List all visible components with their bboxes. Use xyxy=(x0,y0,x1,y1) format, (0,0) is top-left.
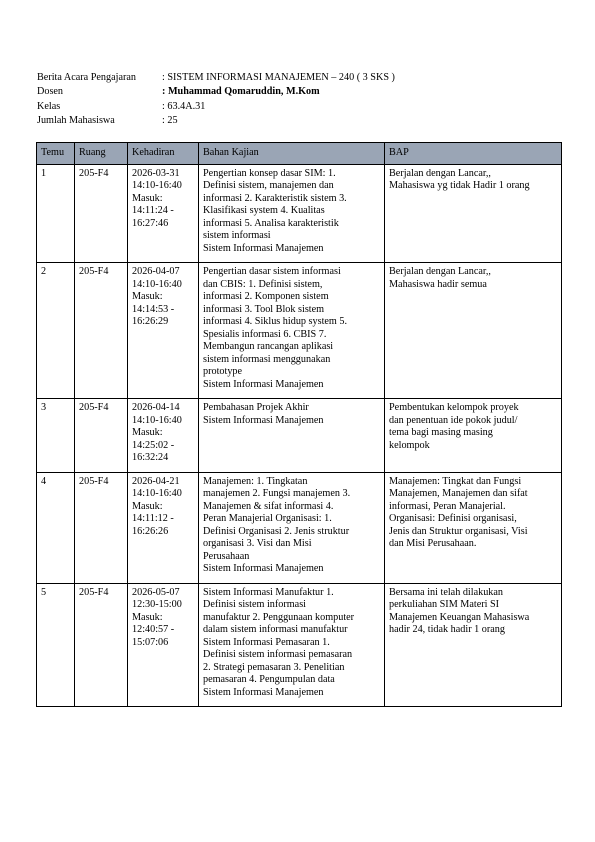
temu-cell: 5 xyxy=(37,583,75,707)
bahan-kajian-cell-line: Spesialis informasi 6. CBIS 7. xyxy=(203,328,327,340)
table-row xyxy=(37,399,562,473)
temu-cell: 3 xyxy=(37,399,75,473)
document-header xyxy=(37,71,395,129)
bap-cell-line: Organisasi: Definisi organisasi, xyxy=(389,513,517,524)
kehadiran-cell-line: 14:10-16:40 xyxy=(132,488,182,499)
bap-cell xyxy=(385,164,562,263)
bahan-kajian-cell-line: pemasaran 4. Pengumpulan data xyxy=(203,674,335,685)
bap-cell-line: Berjalan dengan Lancar,, xyxy=(389,167,491,179)
table-row xyxy=(37,164,562,263)
bahan-kajian-cell-line: Definisi sistem, manajemen dan xyxy=(203,180,334,191)
kehadiran-cell xyxy=(128,583,199,707)
kehadiran-cell-line: 14:10-16:40 xyxy=(132,414,182,426)
bahan-kajian-cell-line: Sistem Informasi Manajemen xyxy=(203,378,324,390)
students-label: Jumlah Mahasiswa xyxy=(37,115,115,127)
kehadiran-cell xyxy=(128,399,199,473)
column-header-temu: Temu xyxy=(37,143,75,165)
kehadiran-cell-line: Masuk: xyxy=(132,427,163,438)
bahan-kajian-cell-line: dalam sistem informasi manufaktur xyxy=(203,624,348,635)
bahan-kajian-cell-line: Sistem Informasi Manajemen xyxy=(203,563,324,574)
bap-cell-line: Bersama ini telah dilakukan xyxy=(389,586,504,598)
temu-cell: 4 xyxy=(37,472,75,583)
table-header-row xyxy=(37,143,562,165)
class-label: Kelas xyxy=(37,100,61,112)
bahan-kajian-cell-line: Manajemen: 1. Tingkatan xyxy=(203,475,308,487)
ruang-cell: 205-F4 xyxy=(75,164,128,263)
bahan-kajian-cell-line: Pembahasan Projek Akhir xyxy=(203,402,309,413)
bahan-kajian-cell-line: organisasi 3. Visi dan Misi xyxy=(203,538,312,549)
bahan-kajian-cell xyxy=(199,583,385,707)
kehadiran-cell-line: 14:10-16:40 xyxy=(132,278,182,290)
bap-cell-line: dan Misi Perusahaan. xyxy=(389,538,477,549)
temu-cell: 2 xyxy=(37,263,75,399)
kehadiran-cell-line: 2026-04-21 xyxy=(132,475,180,487)
kehadiran-cell-line: 16:26:29 xyxy=(132,316,169,327)
bahan-kajian-cell-line: Sistem Informasi Pemasaran 1. xyxy=(203,636,330,648)
ruang-cell: 205-F4 xyxy=(75,472,128,583)
bap-cell xyxy=(385,399,562,473)
column-header-ruang: Ruang xyxy=(75,143,128,165)
kehadiran-cell-line: 14:14:53 - xyxy=(132,303,175,315)
class-value: : 63.4A.31 xyxy=(162,100,206,112)
bap-cell xyxy=(385,583,562,707)
bahan-kajian-cell-line: manufaktur 2. Penggunaan komputer xyxy=(203,611,355,623)
kehadiran-cell-line: Masuk: xyxy=(132,611,163,623)
bahan-kajian-cell-line: Peran Manajerial Organisasi: 1. xyxy=(203,513,332,524)
bap-cell-line: Pembentukan kelompok proyek xyxy=(389,402,519,413)
kehadiran-cell-line: Masuk: xyxy=(132,500,163,512)
bap-cell-line: Manajemen, Manajemen dan sifat xyxy=(389,488,528,499)
bap-cell-line: kelompok xyxy=(389,439,430,451)
students-value: : 25 xyxy=(162,115,178,127)
header-row-course xyxy=(37,71,395,85)
bahan-kajian-cell-line: informasi 5. Analisa karakteristik xyxy=(203,217,339,229)
column-header-bap: BAP xyxy=(385,143,562,165)
kehadiran-cell-line: 2026-04-07 xyxy=(132,266,180,277)
bap-cell-line: tema bagi masing masing xyxy=(389,427,493,438)
column-header-bahan-kajian: Bahan Kajian xyxy=(199,143,385,165)
kehadiran-cell-line: Masuk: xyxy=(132,291,163,302)
table-row xyxy=(37,583,562,707)
ruang-cell: 205-F4 xyxy=(75,263,128,399)
bap-cell-line: hadir 24, tidak hadir 1 orang xyxy=(389,624,505,635)
kehadiran-cell-line: 14:11:12 - xyxy=(132,513,174,524)
bahan-kajian-cell-line: Sistem Informasi Manajemen xyxy=(203,686,324,698)
kehadiran-cell-line: 12:40:57 - xyxy=(132,624,175,635)
bahan-kajian-cell xyxy=(199,164,385,263)
kehadiran-cell xyxy=(128,472,199,583)
bahan-kajian-cell xyxy=(199,472,385,583)
ruang-cell: 205-F4 xyxy=(75,399,128,473)
bahan-kajian-cell-line: dan CBIS: 1. Definisi sistem, xyxy=(203,278,323,290)
lecturer-value: : Muhammad Qomaruddin, M.Kom xyxy=(162,86,320,98)
bap-cell-line: Jenis dan Struktur organisasi, Visi xyxy=(389,525,528,537)
kehadiran-cell-line: 2026-03-31 xyxy=(132,167,180,179)
course-label: Berita Acara Pengajaran xyxy=(37,72,136,83)
kehadiran-cell-line: 2026-04-14 xyxy=(132,402,180,413)
header-row-students xyxy=(37,114,395,128)
bahan-kajian-cell-line: Sistem Informasi Manufaktur 1. xyxy=(203,586,334,598)
bap-cell-line: Mahasiswa yg tidak Hadir 1 orang xyxy=(389,180,530,191)
bahan-kajian-cell-line: informasi 2. Komponen sistem xyxy=(203,291,329,302)
bap-cell-line: informasi, Peran Manajerial. xyxy=(389,500,506,512)
bap-cell xyxy=(385,472,562,583)
table-row xyxy=(37,263,562,399)
ruang-cell: 205-F4 xyxy=(75,583,128,707)
kehadiran-cell-line: Masuk: xyxy=(132,192,163,204)
bahan-kajian-cell-line: informasi 2. Karakteristik sistem 3. xyxy=(203,192,347,204)
kehadiran-cell-line: 16:26:26 xyxy=(132,525,169,537)
course-value: : SISTEM INFORMASI MANAJEMEN – 240 ( 3 SKS ) xyxy=(162,72,395,83)
bap-cell-line: perkuliahan SIM Materi SI xyxy=(389,599,500,610)
bahan-kajian-cell-line: Definisi sistem informasi pemasaran xyxy=(203,649,353,660)
bahan-kajian-cell-line: Perusahaan xyxy=(203,550,250,562)
bahan-kajian-cell-line: Definisi sistem informasi xyxy=(203,599,306,610)
bahan-kajian-cell-line: Membangun rancangan aplikasi xyxy=(203,341,334,352)
temu-cell: 1 xyxy=(37,164,75,263)
bap-cell-line: Berjalan dengan Lancar,, xyxy=(389,266,491,277)
kehadiran-cell xyxy=(128,164,199,263)
bahan-kajian-cell-line: prototype xyxy=(203,366,243,377)
column-header-kehadiran: Kehadiran xyxy=(128,143,199,165)
bahan-kajian-cell-line: manajemen 2. Fungsi manajemen 3. xyxy=(203,488,351,499)
kehadiran-cell-line: 2026-05-07 xyxy=(132,586,180,598)
bahan-kajian-cell-line: Pengertian konsep dasar SIM: 1. xyxy=(203,167,336,179)
bahan-kajian-cell-line: Sistem Informasi Manajemen xyxy=(203,414,324,426)
bap-cell-line: dan penentuan ide pokok judul/ xyxy=(389,414,518,426)
bahan-kajian-cell-line: Klasifikasi system 4. Kualitas xyxy=(203,205,325,216)
bahan-kajian-cell-line: sistem informasi menggunakan xyxy=(203,353,331,365)
bahan-kajian-cell-line: Definisi Organisasi 2. Jenis struktur xyxy=(203,525,350,537)
kehadiran-cell-line: 14:11:24 - xyxy=(132,205,174,216)
header-row-lecturer xyxy=(37,85,395,99)
bahan-kajian-cell xyxy=(199,399,385,473)
attendance-table xyxy=(36,142,562,707)
kehadiran-cell-line: 14:25:02 - xyxy=(132,439,175,451)
bahan-kajian-cell-line: Sistem Informasi Manajemen xyxy=(203,242,324,254)
bahan-kajian-cell-line: informasi 4. Siklus hidup system 5. xyxy=(203,316,348,327)
header-row-class xyxy=(37,100,395,114)
kehadiran-cell xyxy=(128,263,199,399)
table-row xyxy=(37,472,562,583)
bap-cell-line: Manajemen: Tingkat dan Fungsi xyxy=(389,475,522,487)
lecturer-label: Dosen xyxy=(37,86,64,98)
bahan-kajian-cell-line: Manajemen & sifat informasi 4. xyxy=(203,500,334,512)
bahan-kajian-cell-line: 2. Strategi pemasaran 3. Penelitian xyxy=(203,661,345,673)
bap-cell-line: Mahasiswa hadir semua xyxy=(389,278,487,290)
bap-cell-line: Manajemen Keuangan Mahasiswa xyxy=(389,611,530,623)
kehadiran-cell-line: 15:07:06 xyxy=(132,636,169,648)
bahan-kajian-cell-line: sistem informasi xyxy=(203,230,271,241)
table-body xyxy=(37,164,562,707)
kehadiran-cell-line: 12:30-15:00 xyxy=(132,599,182,610)
kehadiran-cell-line: 16:27:46 xyxy=(132,217,169,229)
kehadiran-cell-line: 16:32:24 xyxy=(132,452,169,463)
bahan-kajian-cell-line: Pengertian dasar sistem informasi xyxy=(203,266,341,277)
bap-cell xyxy=(385,263,562,399)
kehadiran-cell-line: 14:10-16:40 xyxy=(132,180,182,191)
bahan-kajian-cell-line: informasi 3. Tool Blok sistem xyxy=(203,303,325,315)
bahan-kajian-cell xyxy=(199,263,385,399)
